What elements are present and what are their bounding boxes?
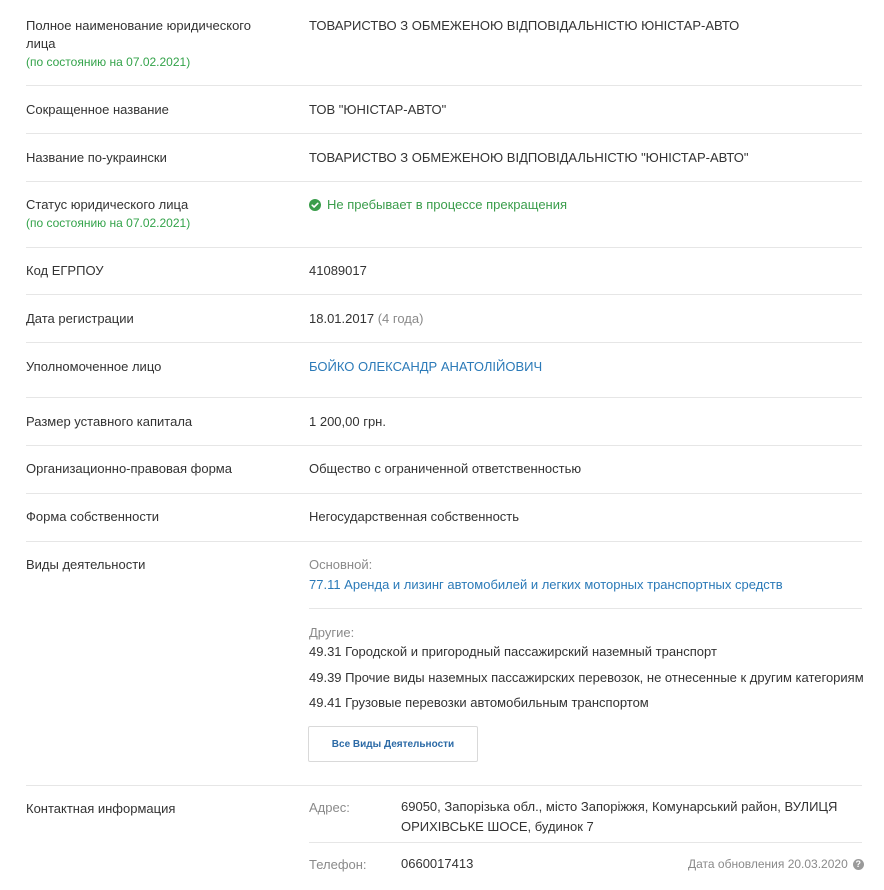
status-badge <box>309 196 869 214</box>
authorized-person-link[interactable]: БОЙКО ОЛЕКСАНДР АНАТОЛІЙОВИЧ <box>309 359 543 374</box>
divider <box>26 493 862 494</box>
value-capital: 1 200,00 грн. <box>309 414 386 429</box>
divider <box>26 342 862 343</box>
label-status: Статус юридического лица (по состоянию на 07.02.2021) <box>26 197 191 230</box>
divider <box>309 608 862 609</box>
list-item: 49.39 Прочие виды наземных пассажирских перевозок, не отнесенные к другим категориям <box>309 670 864 685</box>
label-edrpou: Код ЕГРПОУ <box>26 263 104 278</box>
label-ukr-name: Название по-украински <box>26 150 167 165</box>
value-legal-form: Общество с ограниченной ответственностью <box>309 461 582 476</box>
status-text: Не пребывает в процессе прекращения <box>327 197 568 212</box>
updated-date: Дата обновления 20.03.2020 ? <box>688 857 864 871</box>
check-circle-icon <box>309 199 321 211</box>
main-activity-label: Основной: <box>309 557 373 572</box>
address-label: Адрес: <box>309 800 350 815</box>
reg-age: (4 года) <box>377 311 424 326</box>
label-legal-form: Организационно-правовая форма <box>26 461 232 476</box>
list-item: 49.31 Городской и пригородный пассажирский наземный транспорт <box>309 644 717 659</box>
label-authorized: Уполномоченное лицо <box>26 359 162 374</box>
address-value: 69050, Запорізька обл., місто Запоріжжя, Комунарський район, ВУЛИЦЯ ОРИХІВСЬКЕ ШОСЕ, будинок 7 <box>401 799 838 834</box>
divider <box>26 85 862 86</box>
question-circle-icon[interactable]: ? <box>853 859 864 870</box>
divider <box>26 294 862 295</box>
divider <box>26 445 862 446</box>
value-full-name: ТОВАРИСТВО З ОБМЕЖЕНОЮ ВІДПОВІДАЛЬНІСТЮ ЮНІСТАР-АВТО <box>309 18 740 33</box>
main-activity-link[interactable]: 77.11 Аренда и лизинг автомобилей и легких моторных транспортных средств <box>309 577 783 592</box>
value-ownership: Негосударственная собственность <box>309 509 520 524</box>
value-short-name: ТОВ "ЮНІСТАР-АВТО" <box>309 102 447 117</box>
as-of-date: (по состоянию на 07.02.2021) <box>26 55 191 69</box>
label-capital: Размер уставного капитала <box>26 414 193 429</box>
value-ukr-name: ТОВАРИСТВО З ОБМЕЖЕНОЮ ВІДПОВІДАЛЬНІСТЮ "ЮНІСТАР-АВТО" <box>309 150 749 165</box>
label-reg-date: Дата регистрации <box>26 311 134 326</box>
divider <box>26 397 862 398</box>
label-contacts: Контактная информация <box>26 801 176 816</box>
label-short-name: Сокращенное название <box>26 102 169 117</box>
all-activities-button[interactable]: Все Виды Деятельности <box>308 726 478 762</box>
divider <box>26 181 862 182</box>
label-full-name: Полное наименование юридического лица (по состоянию на 07.02.2021) <box>26 18 251 69</box>
other-activities-label: Другие: <box>309 625 355 640</box>
divider <box>26 785 862 786</box>
divider <box>26 247 862 248</box>
divider <box>309 842 862 843</box>
divider <box>26 541 862 542</box>
divider <box>26 133 862 134</box>
as-of-date: (по состоянию на 07.02.2021) <box>26 216 191 230</box>
phone-value: 0660017413 <box>401 856 474 871</box>
label-ownership: Форма собственности <box>26 509 160 524</box>
phone-label: Телефон: <box>309 857 367 872</box>
value-reg-date: 18.01.2017 (4 года) <box>309 311 424 326</box>
list-item: 49.41 Грузовые перевозки автомобильным транспортом <box>309 695 649 710</box>
value-edrpou: 41089017 <box>309 263 367 278</box>
label-activities: Виды деятельности <box>26 557 146 572</box>
